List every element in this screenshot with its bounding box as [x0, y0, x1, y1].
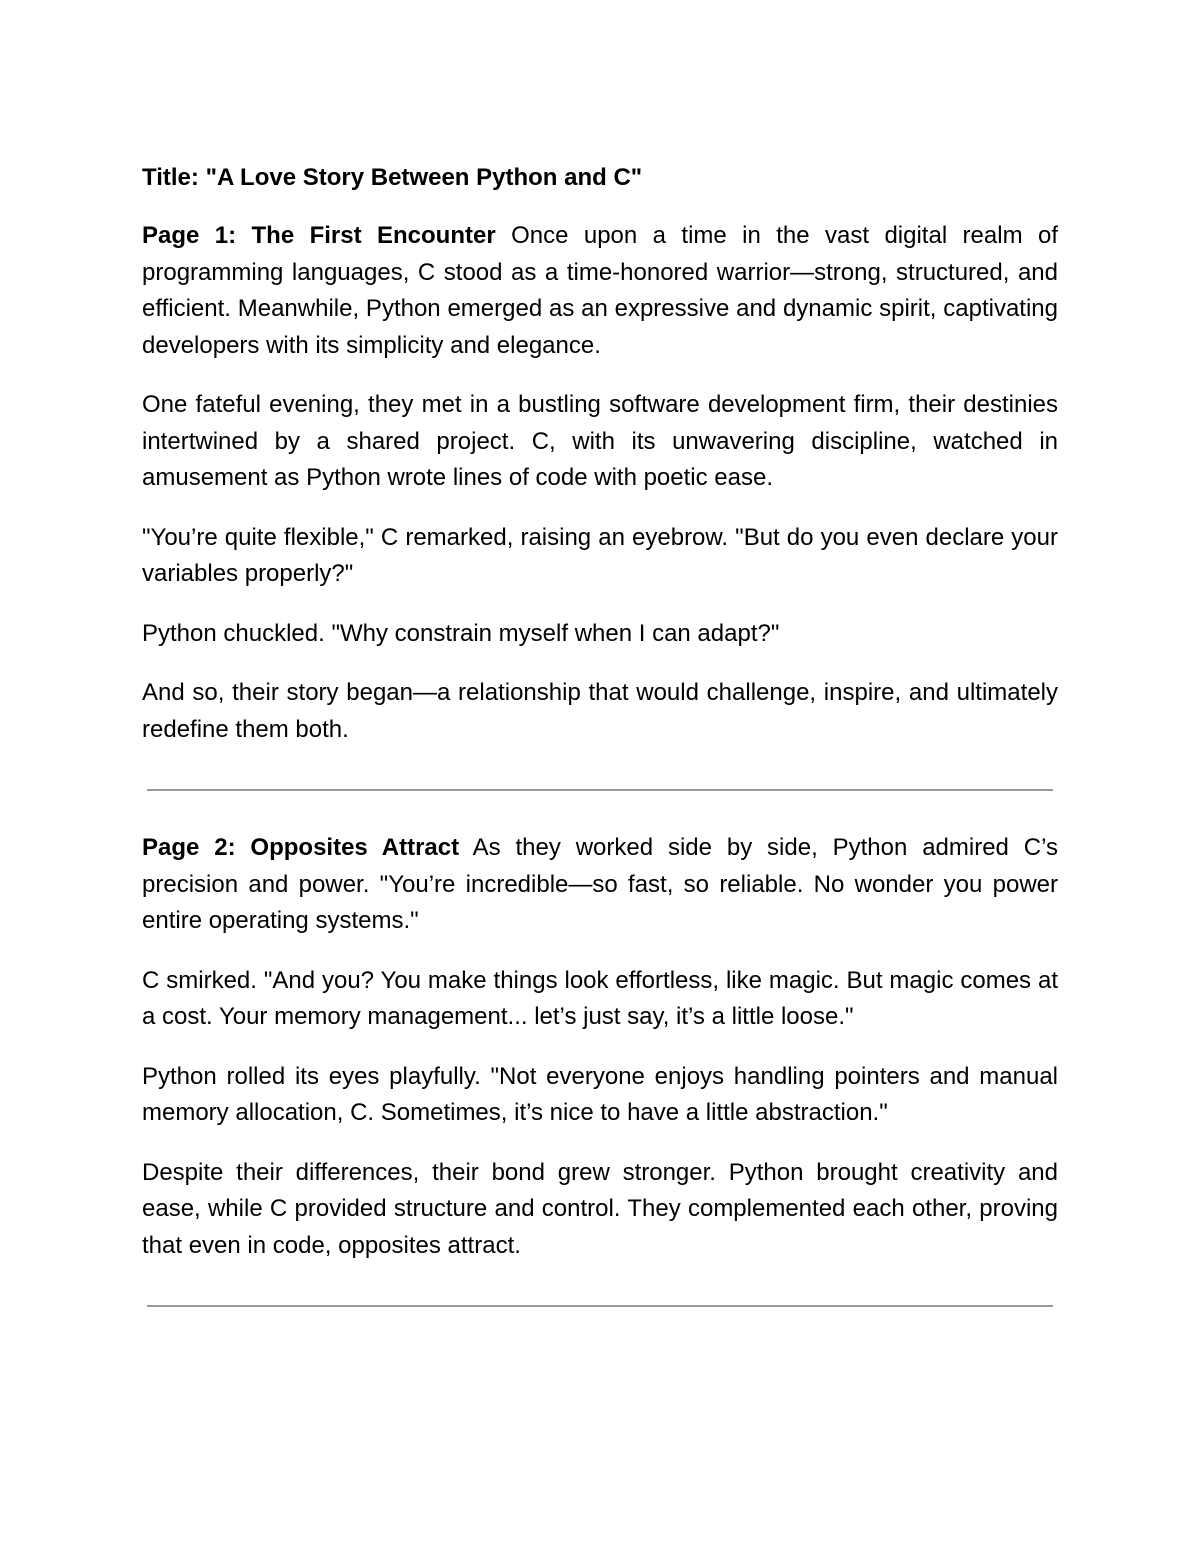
page2-paragraph-1: C smirked. "And you? You make things look effortless, like magic. But magic comes at a cost. Your memory management... let’s just say, it’s a little loose." — [142, 966, 1058, 1030]
page2-paragraph-2: Python rolled its eyes playfully. "Not everyone enjoys handling pointers and manual memory allocation, C. Sometimes, it’s nice to have a little abstraction." — [142, 1062, 1058, 1126]
page2-intro-paragraph — [142, 830, 1058, 940]
page1-paragraph-4: And so, their story began—a relationship that would challenge, inspire, and ultimately redefine them both. — [142, 679, 1058, 743]
document-title: Title: "A Love Story Between Python and C" — [142, 164, 643, 191]
page2-heading: Page 2: Opposites Attract — [142, 834, 460, 861]
page1-intro-paragraph — [142, 218, 1058, 364]
page1-paragraph-1: One fateful evening, they met in a bustling software development firm, their destinies intertwined by a shared project. C, with its unwavering discipline, watched in amusement as Python wrote lines of code with poetic ease. — [142, 391, 1058, 491]
page1-paragraph-2: "You’re quite flexible," C remarked, raising an eyebrow. "But do you even declare your variables properly?" — [142, 523, 1058, 587]
page1-heading: Page 1: The First Encounter — [142, 222, 496, 249]
document-page — [142, 160, 1058, 1307]
page2-paragraph-3: Despite their differences, their bond grew stronger. Python brought creativity and ease, while C provided structure and control. They complemented each other, proving that even in code, opposites attract. — [142, 1158, 1058, 1259]
page1-paragraph-3: Python chuckled. "Why constrain myself when I can adapt?" — [142, 619, 780, 647]
page1-intro-text: Once upon a time in the vast digital realm of programming languages, C stood as a time-honored warrior—strong, structured, and efficient. Meanwhile, Python emerged as an expressive and dynamic spirit, captivating developers with its simplicity and elegance. — [142, 222, 1058, 359]
section-divider-2 — [147, 1305, 1053, 1307]
section-divider-1 — [147, 789, 1053, 791]
page2-intro-text: As they worked side by side, Python admired C’s precision and power. "You’re incredible—so fast, so reliable. No wonder you power entire operating systems." — [142, 834, 1058, 934]
